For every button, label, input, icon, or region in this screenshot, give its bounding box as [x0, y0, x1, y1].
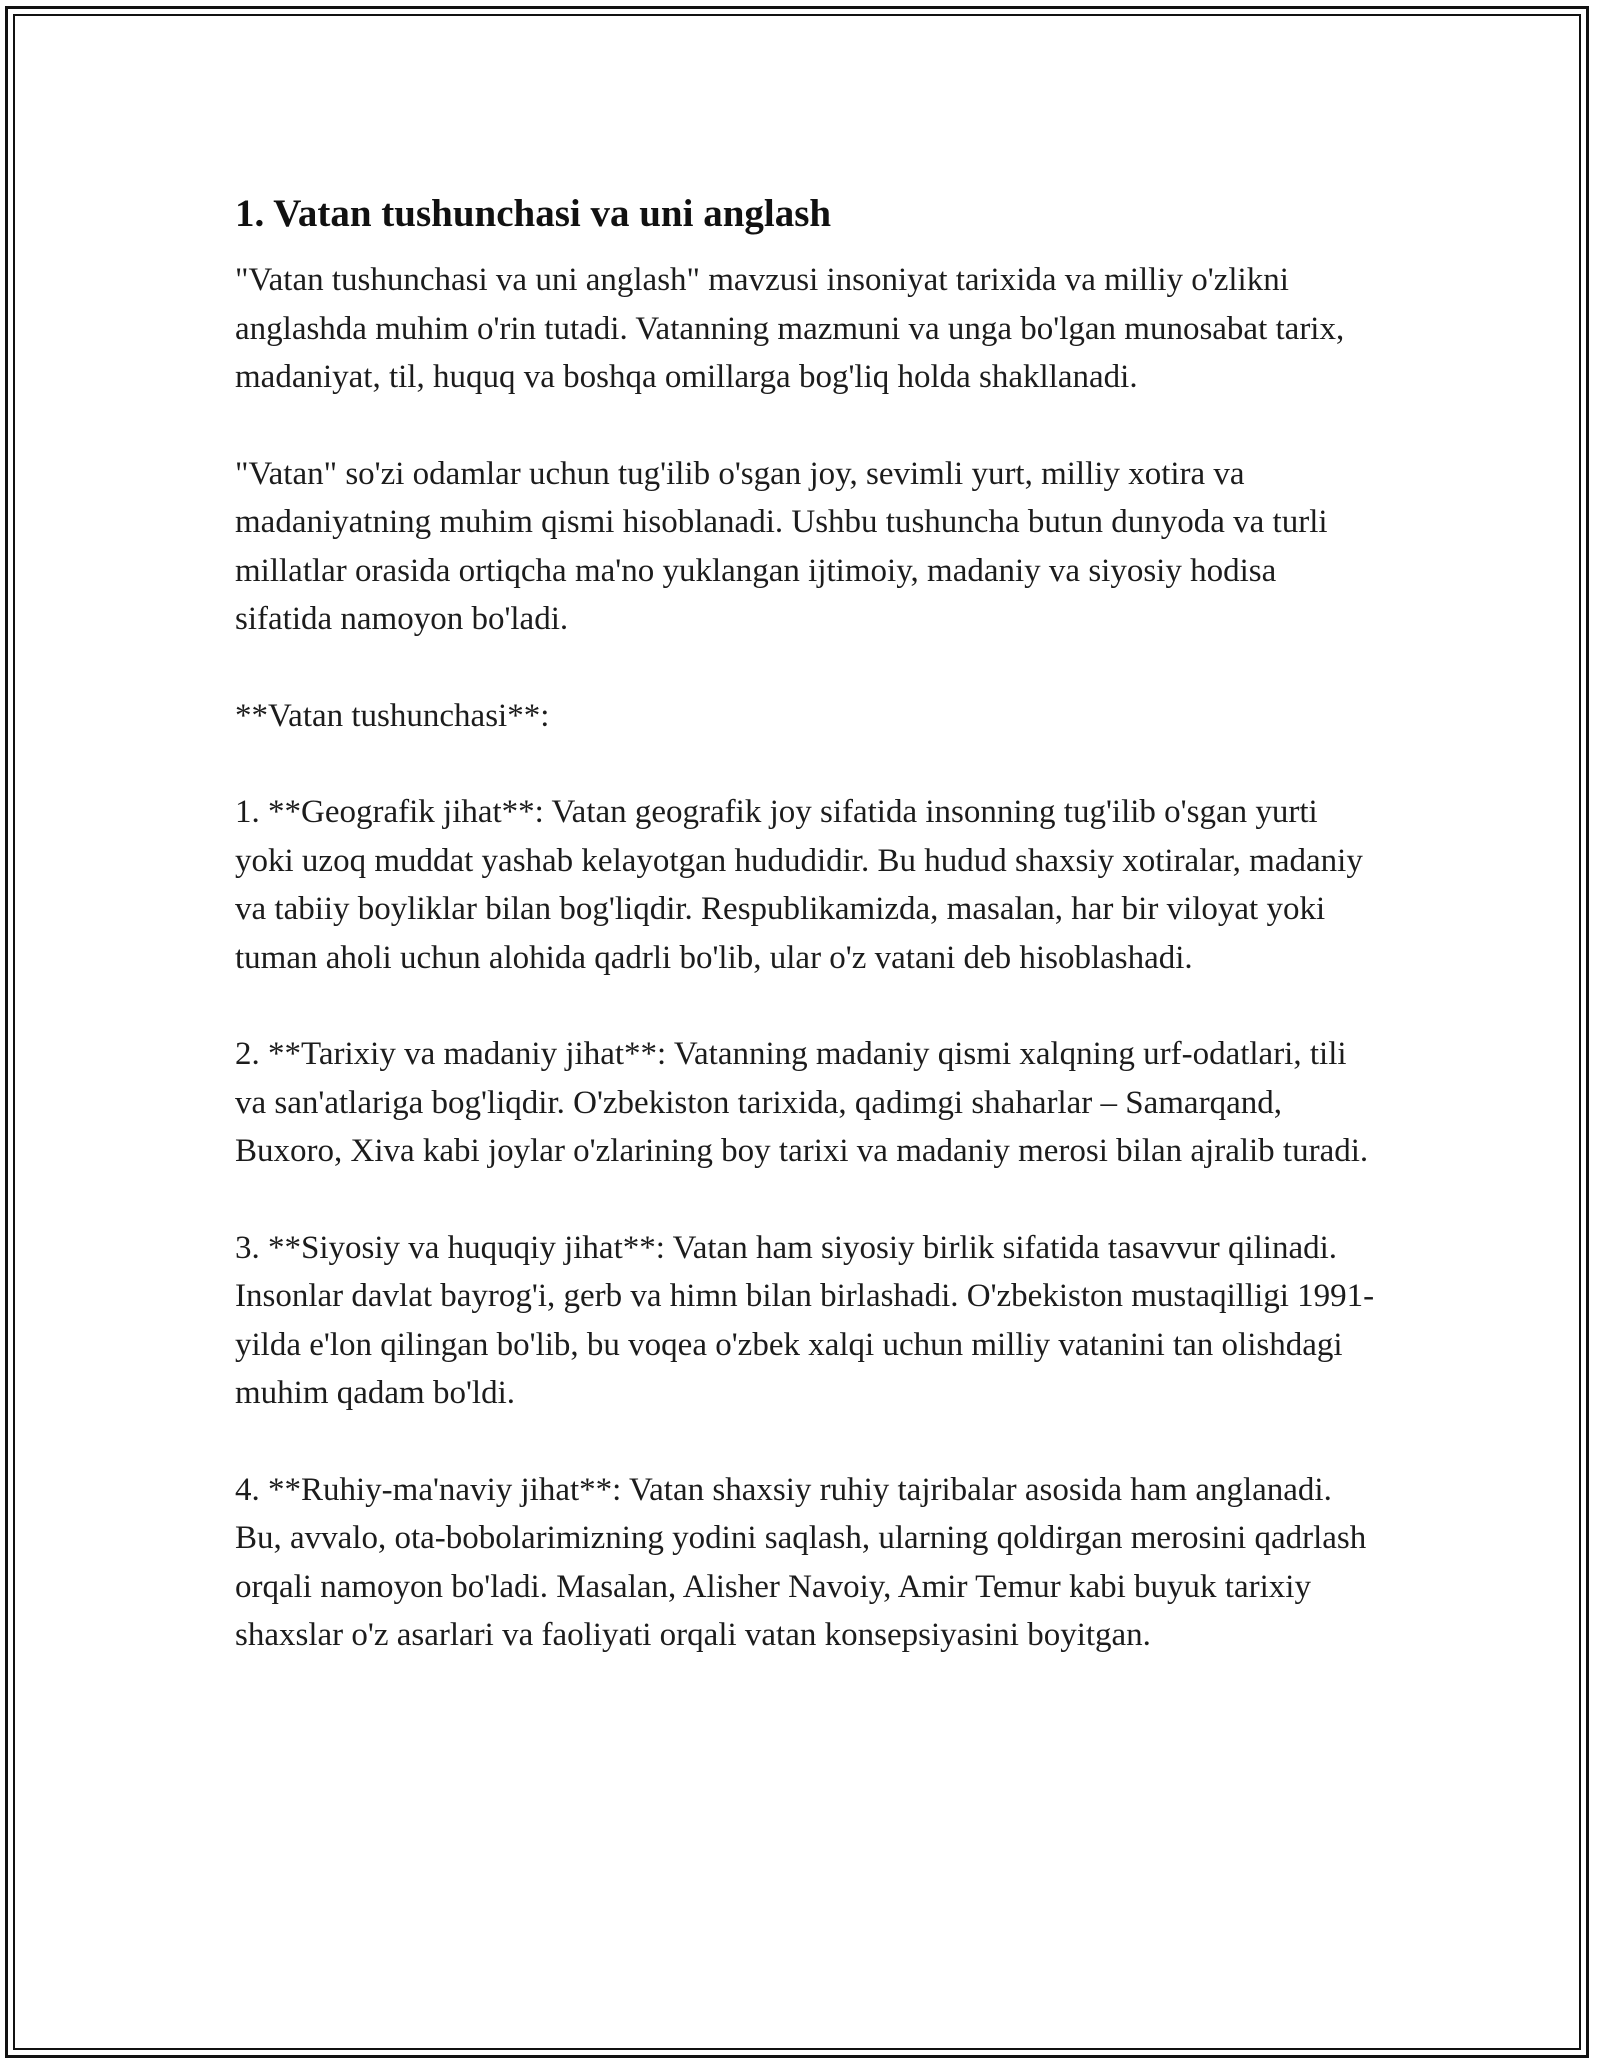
intro-paragraph: "Vatan tushunchasi va uni anglash" mavzusi insoniyat tarixida va milliy o'zlikni anglashda muhim o'rin tutadi. Vatanning mazmuni va unga bo'lgan munosabat tarix, madaniyat, til, huquq va boshqa omillarga bog'liq holda shakllanadi.: [235, 262, 1345, 395]
definition-paragraph: "Vatan" so'zi odamlar uchun tug'ilib o'sgan joy, sevimli yurt, milliy xotira va madaniyatning muhim qismi hisoblanadi. Ushbu tushuncha butun dunyoda va turli millatlar orasida ortiqcha ma'no yuklangan ijtimoiy, madaniy va siyosiy hodisa sifatida namoyon bo'ladi.: [235, 455, 1328, 637]
list-item-historical-cultural: 2. **Tarixiy va madaniy jihat**: Vatanning madaniy qismi xalqning urf-odatlari, tili va san'atlariga bog'liqdir. O'zbekiston tarixida, qadimgi shaharlar – Samarqand, Buxoro, Xiva kabi joylar o'zlarining boy tarixi va madaniy merosi bilan ajralib turadi.: [235, 1036, 1369, 1169]
document-body: [235, 186, 1375, 1660]
list-item-geographic: 1. **Geografik jihat**: Vatan geografik joy sifatida insonning tug'ilib o'sgan yurti yoki uzoq muddat yashab kelayotgan hududidir. Bu hudud shaxsiy xotiralar, madaniy va tabiiy boyliklar bilan bog'liqdir. Respublikamizda, masalan, har bir viloyat yoki tuman aholi uchun alohida qadrli bo'lib, ular o'z vatani deb hisoblashadi.: [235, 794, 1363, 976]
list-item-spiritual: 4. **Ruhiy-ma'naviy jihat**: Vatan shaxsiy ruhiy tajribalar asosida ham anglanadi. Bu, avvalo, ota-bobolarimizning yodini saqlash, ularning qoldirgan merosini qadrlash orqali namoyon bo'ladi. Masalan, Alisher Navoiy, Amir Temur kabi buyuk tarixiy shaxslar o'z asarlari va faoliyati orqali vatan konsepsiyasini boyitgan.: [235, 1471, 1367, 1653]
list-item-political-legal: 3. **Siyosiy va huquqiy jihat**: Vatan ham siyosiy birlik sifatida tasavvur qilinadi. Insonlar davlat bayrog'i, gerb va himn bilan birlashadi. O'zbekiston mustaqilligi 1991-yilda e'lon qilingan bo'lib, bu voqea o'zbek xalqi uchun milliy vatanini tan olishdagi muhim qadam bo'ldi.: [235, 1229, 1375, 1411]
subheading-paragraph: **Vatan tushunchasi**:: [235, 697, 550, 734]
section-heading: 1. Vatan tushunchasi va uni anglash: [235, 192, 832, 235]
